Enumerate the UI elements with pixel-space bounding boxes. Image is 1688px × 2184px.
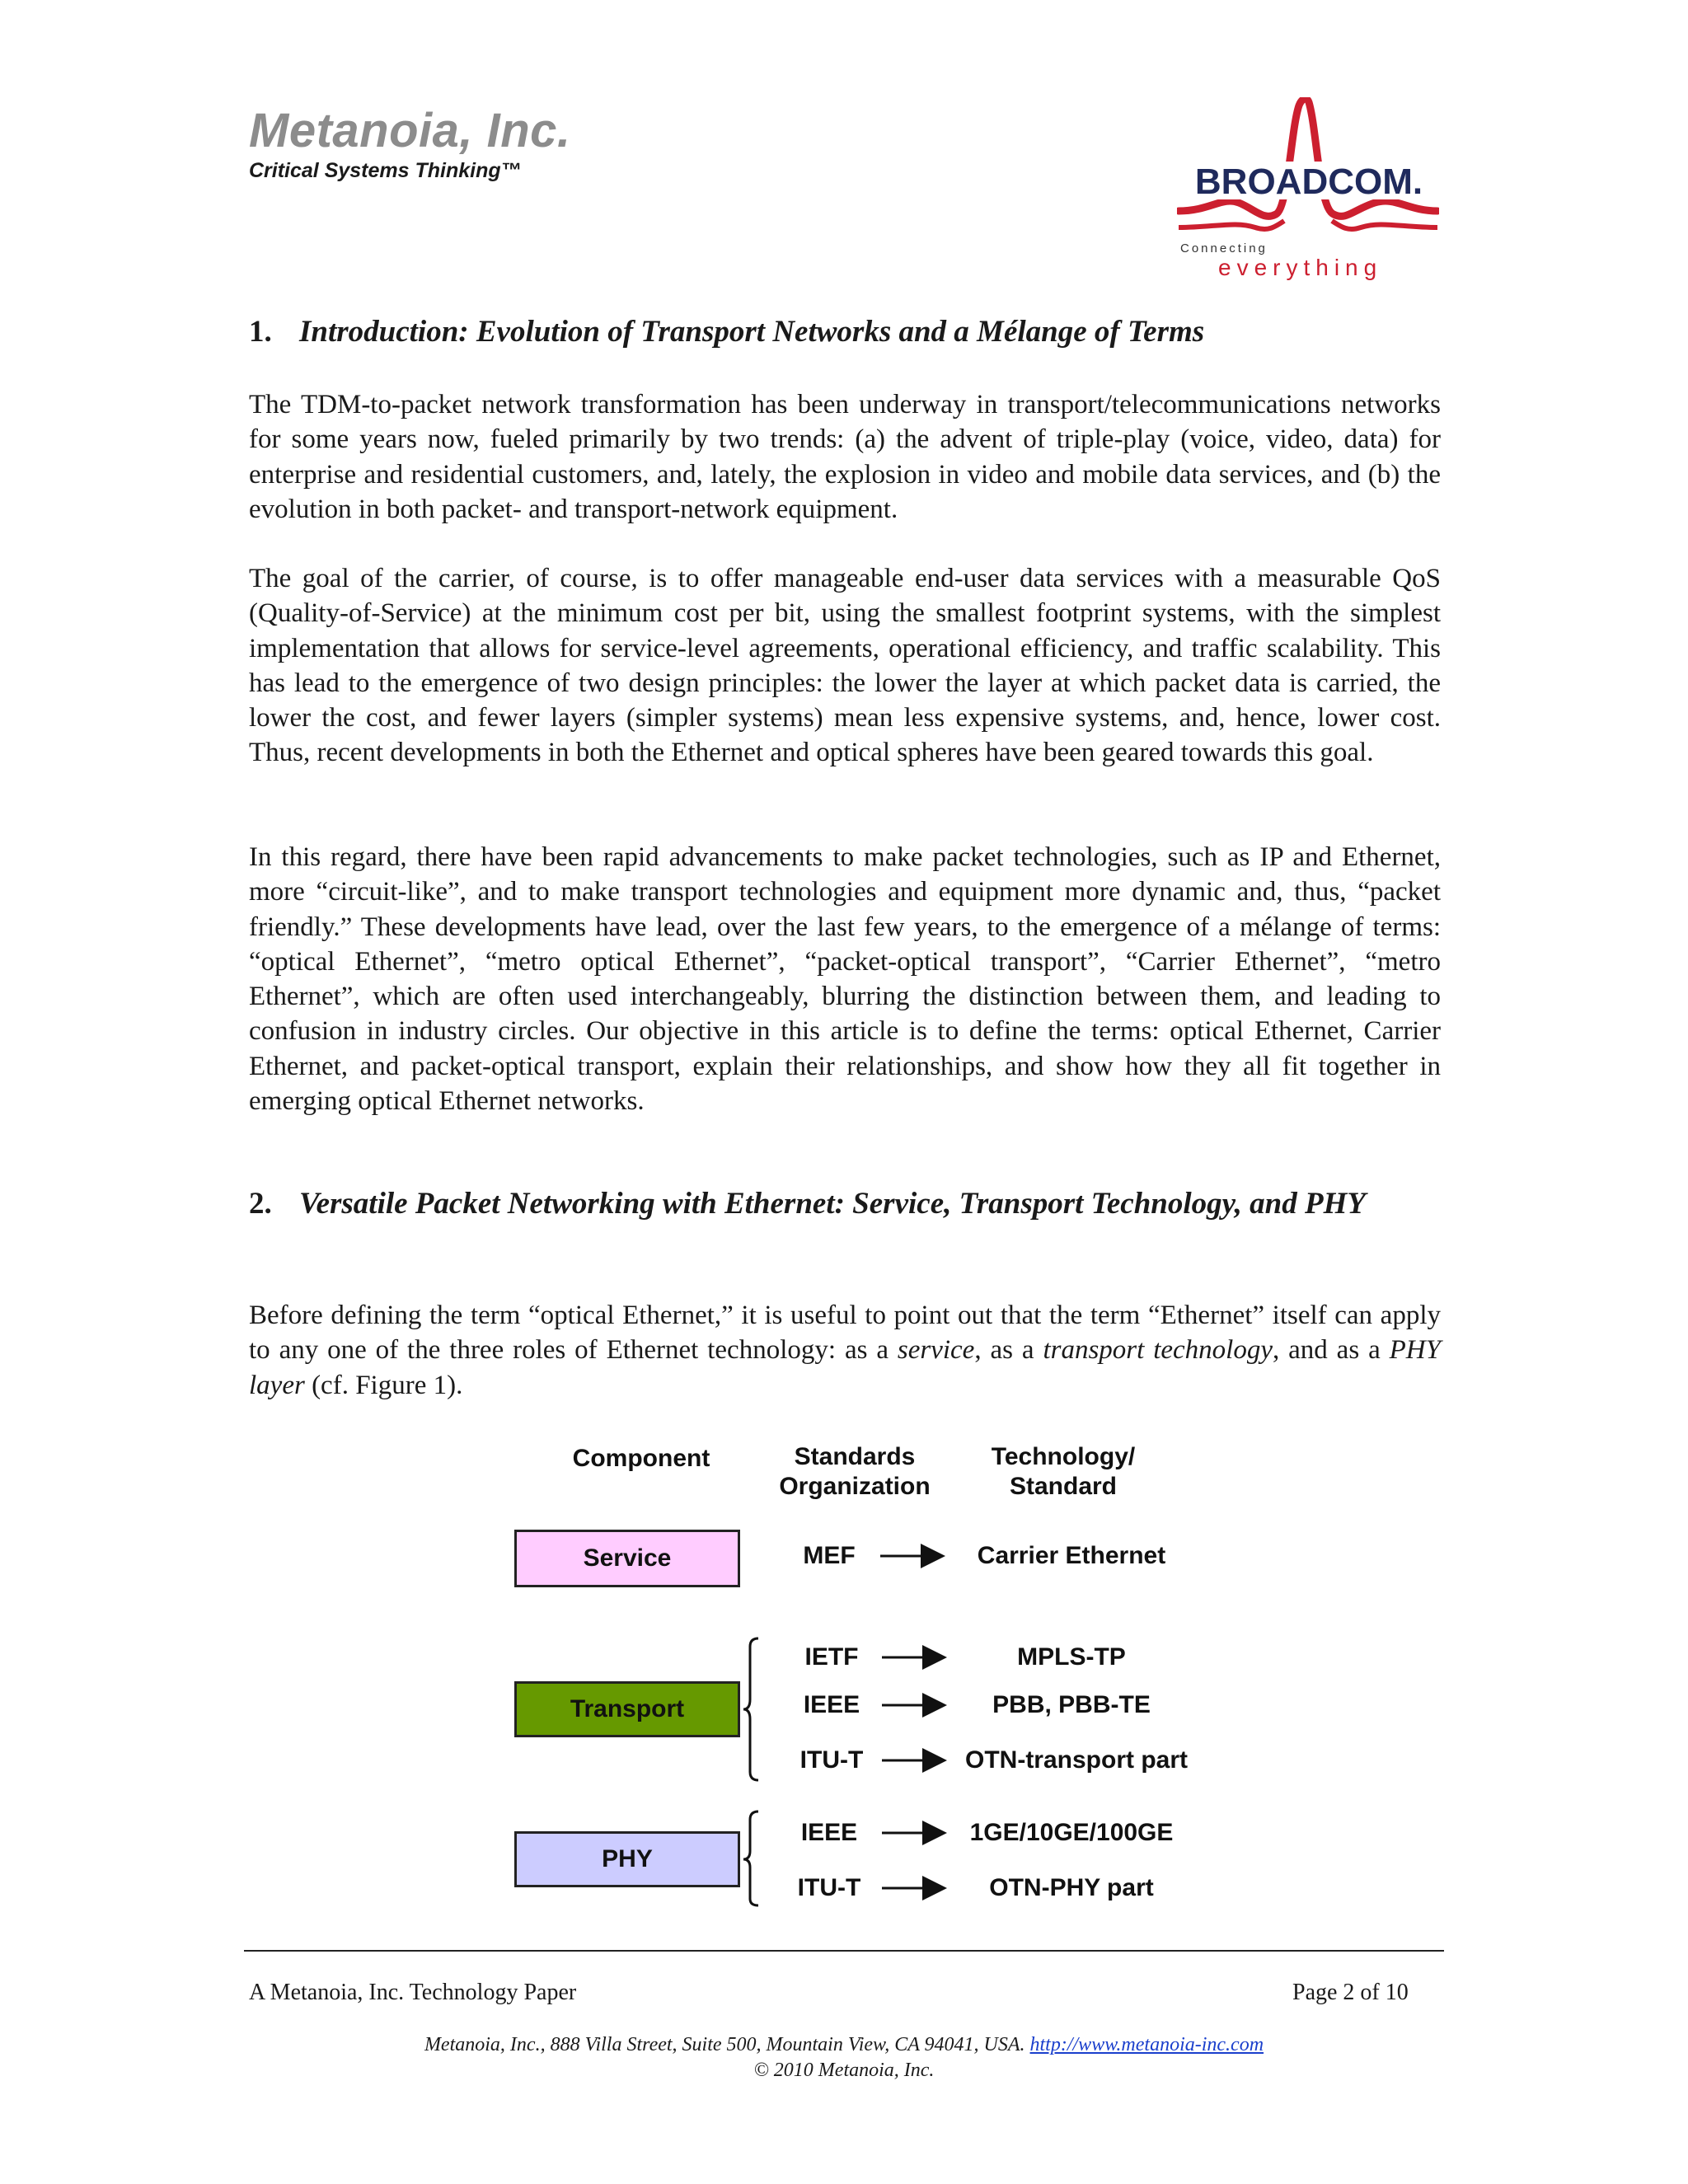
org-label: IEEE: [800, 1819, 858, 1846]
emphasis: transport technology: [1043, 1335, 1273, 1366]
section-1-heading: [249, 313, 1441, 351]
tech-label: PBB, PBB-TE: [992, 1691, 1151, 1718]
section-number: 2.: [249, 1187, 272, 1221]
broadcom-tagline-2: everything: [1218, 255, 1383, 280]
org-label: ITU-T: [797, 1874, 861, 1901]
figure-1: [495, 1434, 1236, 1912]
tech-label: OTN-PHY part: [989, 1874, 1154, 1901]
transport-bracket: [743, 1638, 758, 1780]
tech-label: MPLS-TP: [1017, 1643, 1126, 1671]
transport-box: Transport: [514, 1681, 740, 1737]
footer-address: [0, 2032, 1688, 2083]
text-run: , and as a: [1272, 1335, 1390, 1366]
section-title: Versatile Packet Networking with Ethernet: Service, Transport Technology, and PHY: [299, 1187, 1366, 1221]
company-name: Metanoia, Inc.: [249, 104, 571, 157]
broadcom-wordmark: BROADCOM.: [1194, 162, 1423, 202]
service-box: Service: [514, 1530, 740, 1587]
phy-box: PHY: [514, 1831, 740, 1887]
header-technology: Technology/ Standard: [991, 1443, 1136, 1500]
footer-paper-label: A Metanoia, Inc. Technology Paper: [249, 1980, 577, 2005]
section-number: 1.: [249, 315, 272, 349]
org-label: ITU-T: [799, 1746, 864, 1774]
tech-label: Carrier Ethernet: [977, 1542, 1166, 1569]
address-text: Metanoia, Inc., 888 Villa Street, Suite 500, Mountain View, CA 94041, USA.: [424, 2034, 1025, 2055]
org-label: MEF: [803, 1542, 856, 1569]
footer-divider: [244, 1950, 1444, 1952]
emphasis: PHY layer: [249, 1335, 1441, 1400]
header-standards-org: Standards Organization: [779, 1443, 931, 1500]
phy-bracket: [743, 1811, 758, 1905]
emphasis: service: [897, 1335, 975, 1366]
website-link[interactable]: http://www.metanoia-inc.com: [1029, 2034, 1264, 2055]
text-run: , as a: [974, 1335, 1043, 1366]
section-title: Introduction: Evolution of Transport Networks and a Mélange of Terms: [299, 315, 1205, 349]
text-run: Before defining the term “optical Ethernet,” it is useful to point out that the term “Ethernet” itself can apply to any one of the three roles of Ethernet technology: as a: [249, 1301, 1441, 1366]
page-number: Page 2 of 10: [1292, 1980, 1409, 2005]
header-component: Component: [572, 1445, 710, 1472]
paragraph: [249, 1298, 1441, 1403]
broadcom-tagline-1: Connecting: [1180, 241, 1268, 255]
paragraph: The TDM-to-packet network transformation has been underway in transport/telecommunications networks for some years now, fueled primarily by two trends: (a) the advent of triple-play (voice, video, data) for enterprise and residential customers, and, lately, the explosion in video and mobile data services, and (b) the evolution in both packet- and transport-network equipment.: [249, 390, 1441, 524]
org-label: IETF: [804, 1643, 859, 1671]
section-2-heading: [249, 1185, 1441, 1223]
org-label: IEEE: [803, 1691, 860, 1718]
tech-label: 1GE/10GE/100GE: [969, 1819, 1174, 1846]
paragraph: In this regard, there have been rapid advancements to make packet technologies, such as IP and Ethernet, more “circuit-like”, and to make transport technologies and equipment more dynamic and, thus, “packet friendly.” These developments have lead, over the last few years, to the emergence of a mélange of terms: “optical Ethernet”, “metro optical Ethernet”, “packet-optical transport”, “Carrier Ethernet”, “metro Ethernet”, which are often used interchangeably, blurring the distinction between them, and leading to confusion in industry circles. Our objective in this article is to define the terms: optical Ethernet, Carrier Ethernet, and packet-optical transport, explain their relationships, and show how they all fit together in emerging optical Ethernet networks.: [249, 842, 1441, 1117]
broadcom-logo: [1177, 97, 1439, 283]
company-tagline: Critical Systems Thinking™: [249, 159, 522, 182]
paragraph: The goal of the carrier, of course, is to offer manageable end-user data services with a measurable QoS (Quality-of-Service) at the minimum cost per bit, using the smallest footprint systems, with the simplest implementation that allows for service-level agreements, operational efficiency, and traffic scalability. This has lead to the emergence of two design principles: the lower the layer at which packet data is carried, the lower the cost, and fewer layers (simpler systems) mean less expensive systems, and, hence, lower cost. Thus, recent developments in both the Ethernet and optical spheres have been geared towards this goal.: [249, 564, 1441, 768]
copyright: © 2010 Metanoia, Inc.: [753, 2060, 935, 2081]
text-run: (cf. Figure 1).: [304, 1370, 463, 1400]
tech-label: OTN-transport part: [965, 1746, 1188, 1774]
metanoia-logo: [249, 105, 571, 183]
